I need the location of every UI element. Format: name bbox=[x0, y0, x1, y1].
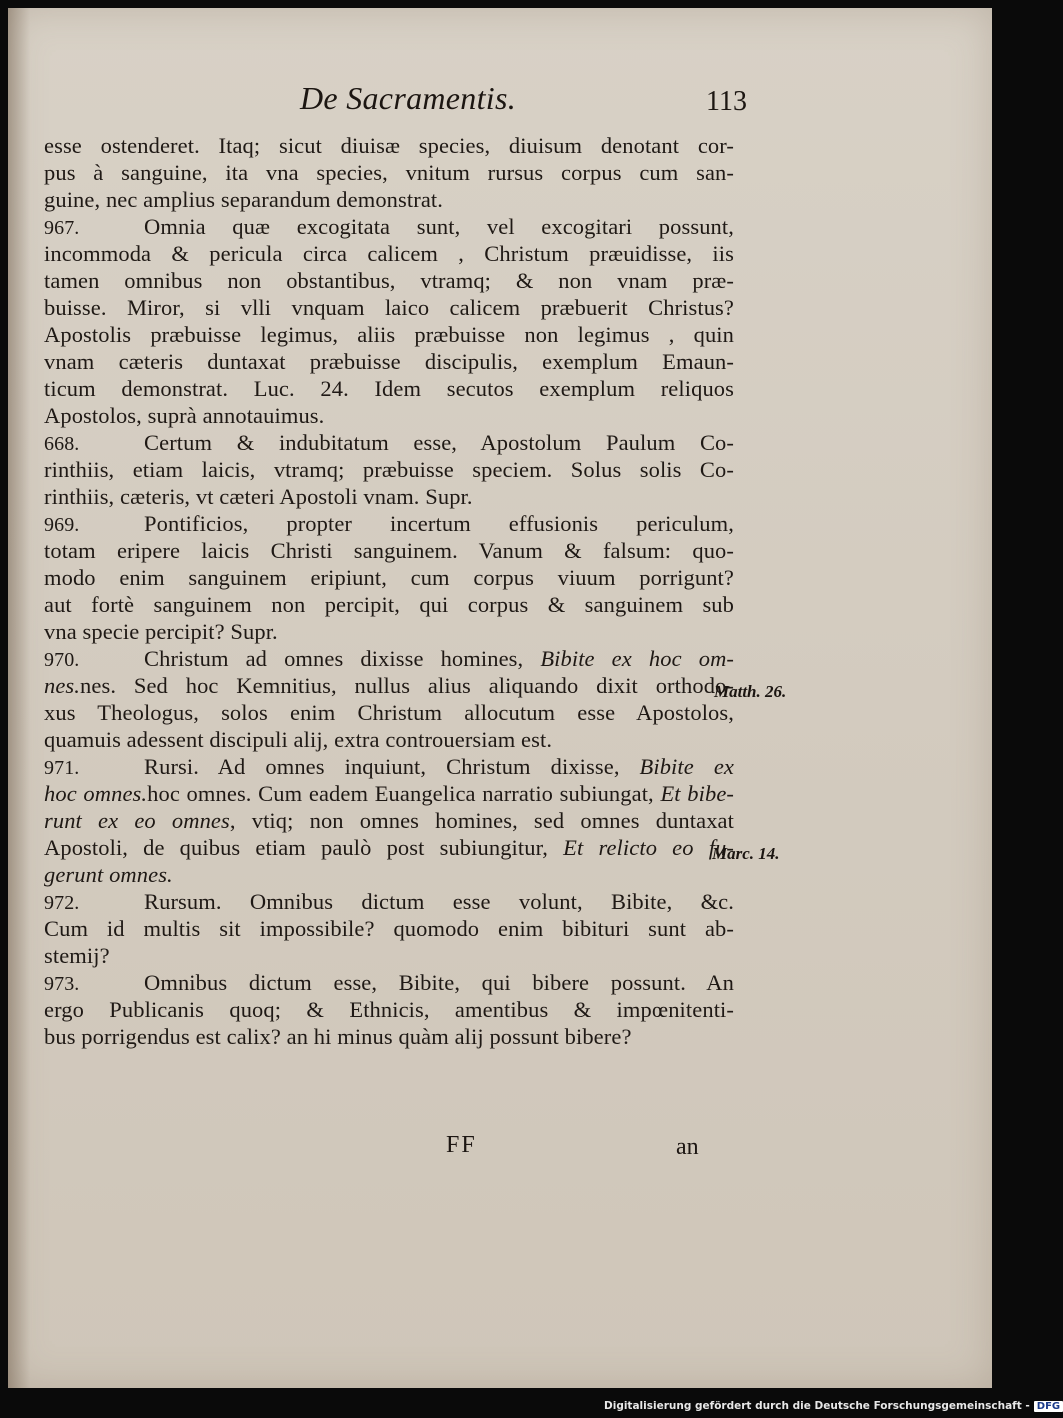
dfg-logo: DFG bbox=[1034, 1401, 1063, 1412]
text-line: Certum & indubitatum esse, Apostolum Paulum Co- bbox=[144, 430, 734, 455]
text-line: vna specie percipit? Supr. bbox=[44, 619, 278, 644]
text-line: aut fortè sanguinem non percipit, qui corpus & sanguinem sub bbox=[44, 592, 734, 617]
text-line: modo enim sanguinem eripiunt, cum corpus viuum porrigunt? bbox=[44, 565, 734, 590]
italic-quote: Et relicto eo fu- bbox=[563, 835, 734, 860]
text-segment: , vtiq; non omnes homines, sed omnes duntaxat bbox=[229, 808, 734, 833]
paragraph-number: 668. bbox=[44, 433, 80, 455]
paragraph-970 bbox=[44, 645, 734, 672]
paragraph-969 bbox=[44, 510, 734, 537]
text-line: ergo Publicanis quoq; & Ethnicis, amentibus & impœnitenti- bbox=[44, 997, 734, 1022]
margin-note-marc: Marc. 14. bbox=[712, 844, 780, 863]
text-line: quamuis adessent discipuli alij, extra controuersiam est. bbox=[44, 727, 553, 752]
paragraph-number: 973. bbox=[44, 973, 80, 995]
italic-quote: nes. bbox=[44, 673, 81, 698]
text-line: Pontificios, propter incertum effusionis periculum, bbox=[144, 511, 734, 536]
paragraph-number: 967. bbox=[44, 217, 80, 239]
paragraph-967 bbox=[44, 213, 734, 240]
text-segment: hoc omnes. Cum eadem Euangelica narratio subiungat, bbox=[147, 781, 654, 806]
page-spine-shadow bbox=[8, 8, 30, 1388]
text-line: Apostolis præbuisse legimus, aliis præbuisse non legimus , quin bbox=[44, 322, 734, 347]
italic-quote: Bibite ex bbox=[639, 754, 734, 779]
paragraph-968 bbox=[44, 429, 734, 456]
text-line bbox=[44, 807, 734, 834]
text-line bbox=[44, 861, 734, 888]
book-page bbox=[8, 8, 992, 1388]
text-line: stemij? bbox=[44, 943, 110, 968]
footer-text: Digitalisierung gefördert durch die Deutsche Forschungsgemeinschaft - bbox=[604, 1400, 1030, 1412]
text-segment: nes. Sed hoc Kemnitius, nullus alius aliquando dixit orthodo- bbox=[80, 673, 734, 698]
paragraph-971 bbox=[44, 753, 734, 780]
text-line: Cum id multis sit impossibile? quomodo enim bibituri sunt ab- bbox=[44, 916, 734, 941]
paragraph-972 bbox=[44, 888, 734, 915]
text-line: tamen omnibus non obstantibus, vtramq; & non vnam præ- bbox=[44, 268, 734, 293]
signature-mark: FF bbox=[446, 1132, 477, 1158]
text-line: Omnibus dictum esse, Bibite, qui bibere possunt. An bbox=[144, 970, 734, 995]
text-line: pus à sanguine, ita vna species, vnitum rursus corpus cum san- bbox=[44, 160, 734, 185]
paragraph-number: 970. bbox=[44, 649, 80, 671]
italic-quote: runt ex eo omnes bbox=[44, 808, 230, 833]
text-line: Apostolos, suprà annotauimus. bbox=[44, 403, 325, 428]
page-number: 113 bbox=[706, 86, 747, 117]
text-segment: Christum ad omnes dixisse homines, bbox=[144, 646, 524, 671]
text-line: Omnia quæ excogitata sunt, vel excogitari possunt, bbox=[144, 214, 734, 239]
text-segment: Apostoli, de quibus etiam paulò post subiungitur, bbox=[44, 835, 549, 860]
paragraph-number: 969. bbox=[44, 514, 80, 536]
paragraph-number: 972. bbox=[44, 892, 80, 914]
text-line: bus porrigendus est calix? an hi minus quàm alij possunt bibere? bbox=[44, 1024, 632, 1049]
text-line: incommoda & pericula circa calicem , Christum præuidisse, iis bbox=[44, 241, 734, 266]
text-line: xus Theologus, solos enim Christum allocutum esse Apostolos, bbox=[44, 700, 734, 725]
text-line: buisse. Miror, si vlli vnquam laico calicem præbuerit Christus? bbox=[44, 295, 734, 320]
text-line: rinthiis, etiam laicis, vtramq; præbuisse speciem. Solus solis Co- bbox=[44, 457, 734, 482]
text-segment: Rursi. Ad omnes inquiunt, Christum dixisse, bbox=[144, 754, 620, 779]
text-line: ticum demonstrat. Luc. 24. Idem secutos exemplum reliquos bbox=[44, 376, 734, 401]
text-line: totam eripere laicis Christi sanguinem. Vanum & falsum: quo- bbox=[44, 538, 734, 563]
text-line bbox=[44, 780, 734, 807]
paragraph-973 bbox=[44, 969, 734, 996]
text-line: vnam cæteris duntaxat præbuisse discipulis, exemplum Emaun- bbox=[44, 349, 734, 374]
catchword: an bbox=[676, 1134, 699, 1160]
margin-note-matth: Matth. 26. bbox=[714, 682, 787, 701]
digitization-footer bbox=[604, 1400, 1063, 1412]
running-title: De Sacramentis. bbox=[300, 80, 517, 116]
text-line: esse ostenderet. Itaq; sicut diuisæ species, diuisum denotant cor- bbox=[44, 133, 734, 158]
text-line: rinthiis, cæteris, vt cæteri Apostoli vnam. Supr. bbox=[44, 484, 473, 509]
text-body bbox=[44, 132, 734, 1050]
text-line: guine, nec amplius separandum demonstrat. bbox=[44, 187, 443, 212]
italic-quote: Et bibe- bbox=[660, 781, 734, 806]
text-line bbox=[44, 834, 734, 861]
italic-quote: gerunt omnes. bbox=[44, 862, 173, 887]
italic-quote: Bibite ex hoc om- bbox=[540, 646, 735, 671]
text-line bbox=[44, 672, 734, 699]
italic-quote: hoc omnes. bbox=[44, 781, 148, 806]
text-line: Rursum. Omnibus dictum esse volunt, Bibite, &c. bbox=[144, 889, 734, 914]
paragraph-number: 971. bbox=[44, 757, 80, 779]
